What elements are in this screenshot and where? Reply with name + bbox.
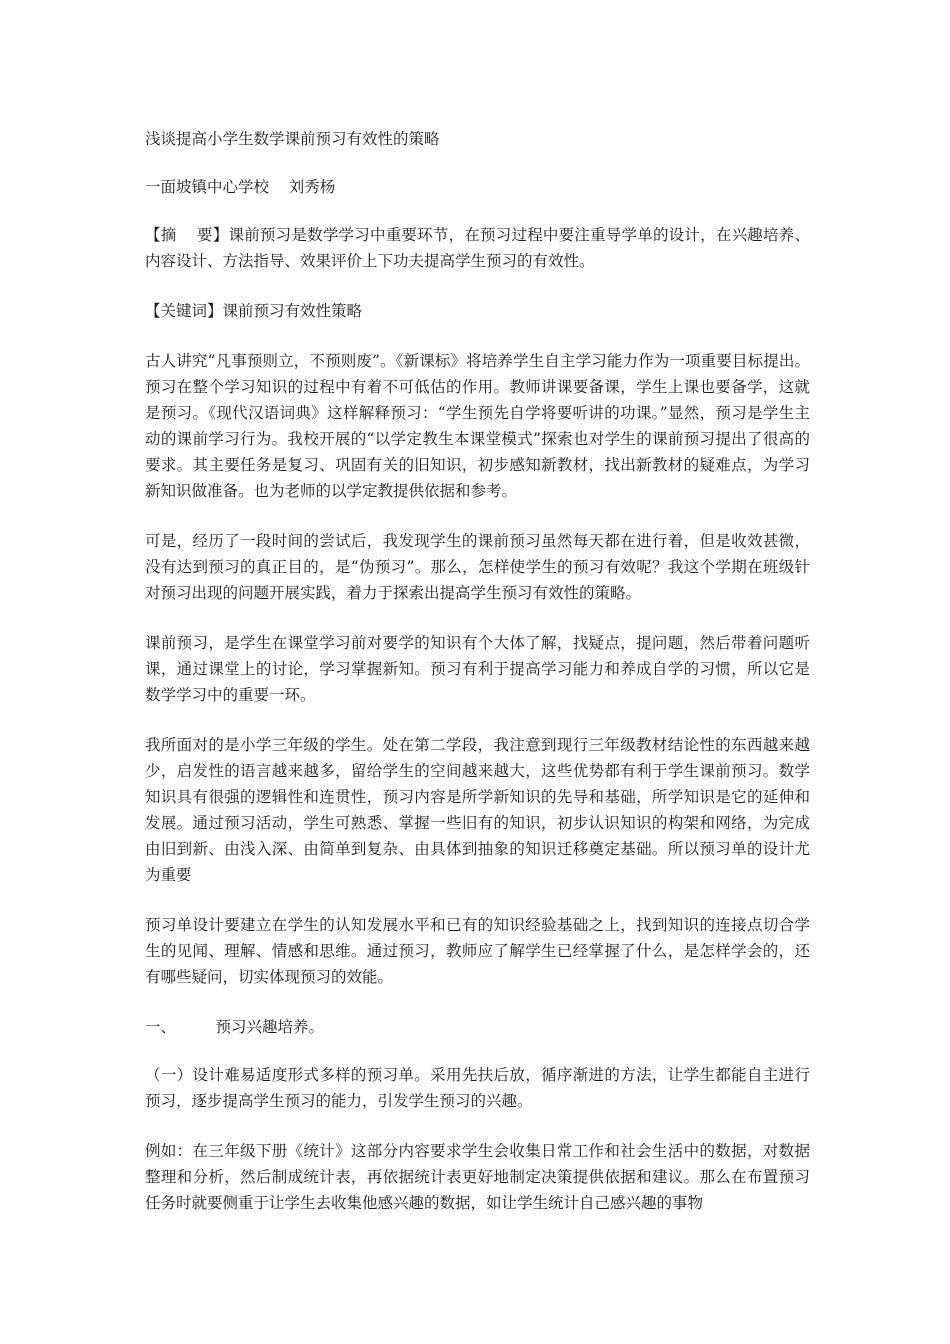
abstract-text: 课前预习是数学学习中重要环节，在预习过程中要注重导学单的设计，在兴趣培养、内容设计、方法指导、效果评价上下功夫提高学生预习的有效性。 [145,226,810,270]
section-number: 一、 [145,1018,177,1036]
section-heading [145,1014,810,1040]
example-paragraph: 例如：在三年级下册《统计》这部分内容要求学生会收集日常工作和社会生活中的数据，对数据整理和分析，然后制成统计表，再依据统计表更好地制定决策提供依据和建议。那么在布置预习任务时就要侧重于让学生去收集他感兴趣的数据，如让学生统计自己感兴趣的事物 [145,1142,810,1212]
keywords [145,298,810,324]
author-line: 一面坡镇中心学校 刘秀杨 [145,178,336,196]
body-paragraph: 古人讲究“凡事预则立，不预则废”。《新课标》将培养学生自主学习能力作为一项重要目标提出。预习在整个学习知识的过程中有着不可低估的作用。教师讲课要备课，学生上课也要备学，这就是预习。《现代汉语词典》这样解释预习：“学生预先自学将要听讲的功课。”显然，预习是学生主动的课前学习行为。我校开展的“以学定教生本课堂模式”探索也对学生的课前预习提出了很高的要求。其主要任务是复习、巩固有关的旧知识，初步感知新教材，找出新教材的疑难点，为学习新知识做准备。也为老师的以学定教提供依据和参考。 [145,352,810,500]
section-title: 预习兴趣培养。 [215,1018,324,1036]
subsection-paragraph: （一）设计难易适度形式多样的预习单。采用先扶后放，循序渐进的方法，让学生都能自主进行预习，逐步提高学生预习的能力，引发学生预习的兴趣。 [145,1066,810,1110]
body-paragraph: 我所面对的是小学三年级的学生。处在第二学段，我注意到现行三年级教材结论性的东西越来越少，启发性的语言越来越多，留给学生的空间越来越大，这些优势都有利于学生课前预习。数学知识具有很强的逻辑性和连贯性，预习内容是所学新知识的先导和基础，所学知识是它的延伸和发展。通过预习活动，学生可熟悉、掌握一些旧有的知识，初步认识知识的构架和网络，为完成由旧到新、由浅入深、由简单到复杂、由具体到抽象的知识迁移奠定基础。所以预习单的设计尤为重要 [145,736,810,884]
keywords-label: 【关键词】 [145,302,223,320]
abstract-label: 【摘 要】 [145,226,229,244]
body-paragraph: 课前预习，是学生在课堂学习前对要学的知识有个大体了解，找疑点，提问题，然后带着问题听课，通过课堂上的讨论，学习掌握新知。预习有利于提高学习能力和养成自学的习惯，所以它是数学学习中的重要一环。 [145,634,810,704]
document-page [145,126,810,1242]
body-paragraph: 可是，经历了一段时间的尝试后，我发现学生的课前预习虽然每天都在进行着，但是收效甚微，没有达到预习的真正目的，是“伪预习”。那么，怎样使学生的预习有效呢？我这个学期在班级针对预习出现的问题开展实践，着力于探索出提高学生预习有效性的策略。 [145,532,810,602]
keywords-text: 课前预习有效性策略 [222,302,363,320]
document-title: 浅谈提高小学生数学课前预习有效性的策略 [145,130,440,148]
body-paragraph: 预习单设计要建立在学生的认知发展水平和已有的知识经验基础之上，找到知识的连接点切合学生的见闻、理解、情感和思维。通过预习，教师应了解学生已经掌握了什么，是怎样学会的，还有哪些疑问，切实体现预习的效能。 [145,916,810,986]
abstract [145,222,810,274]
